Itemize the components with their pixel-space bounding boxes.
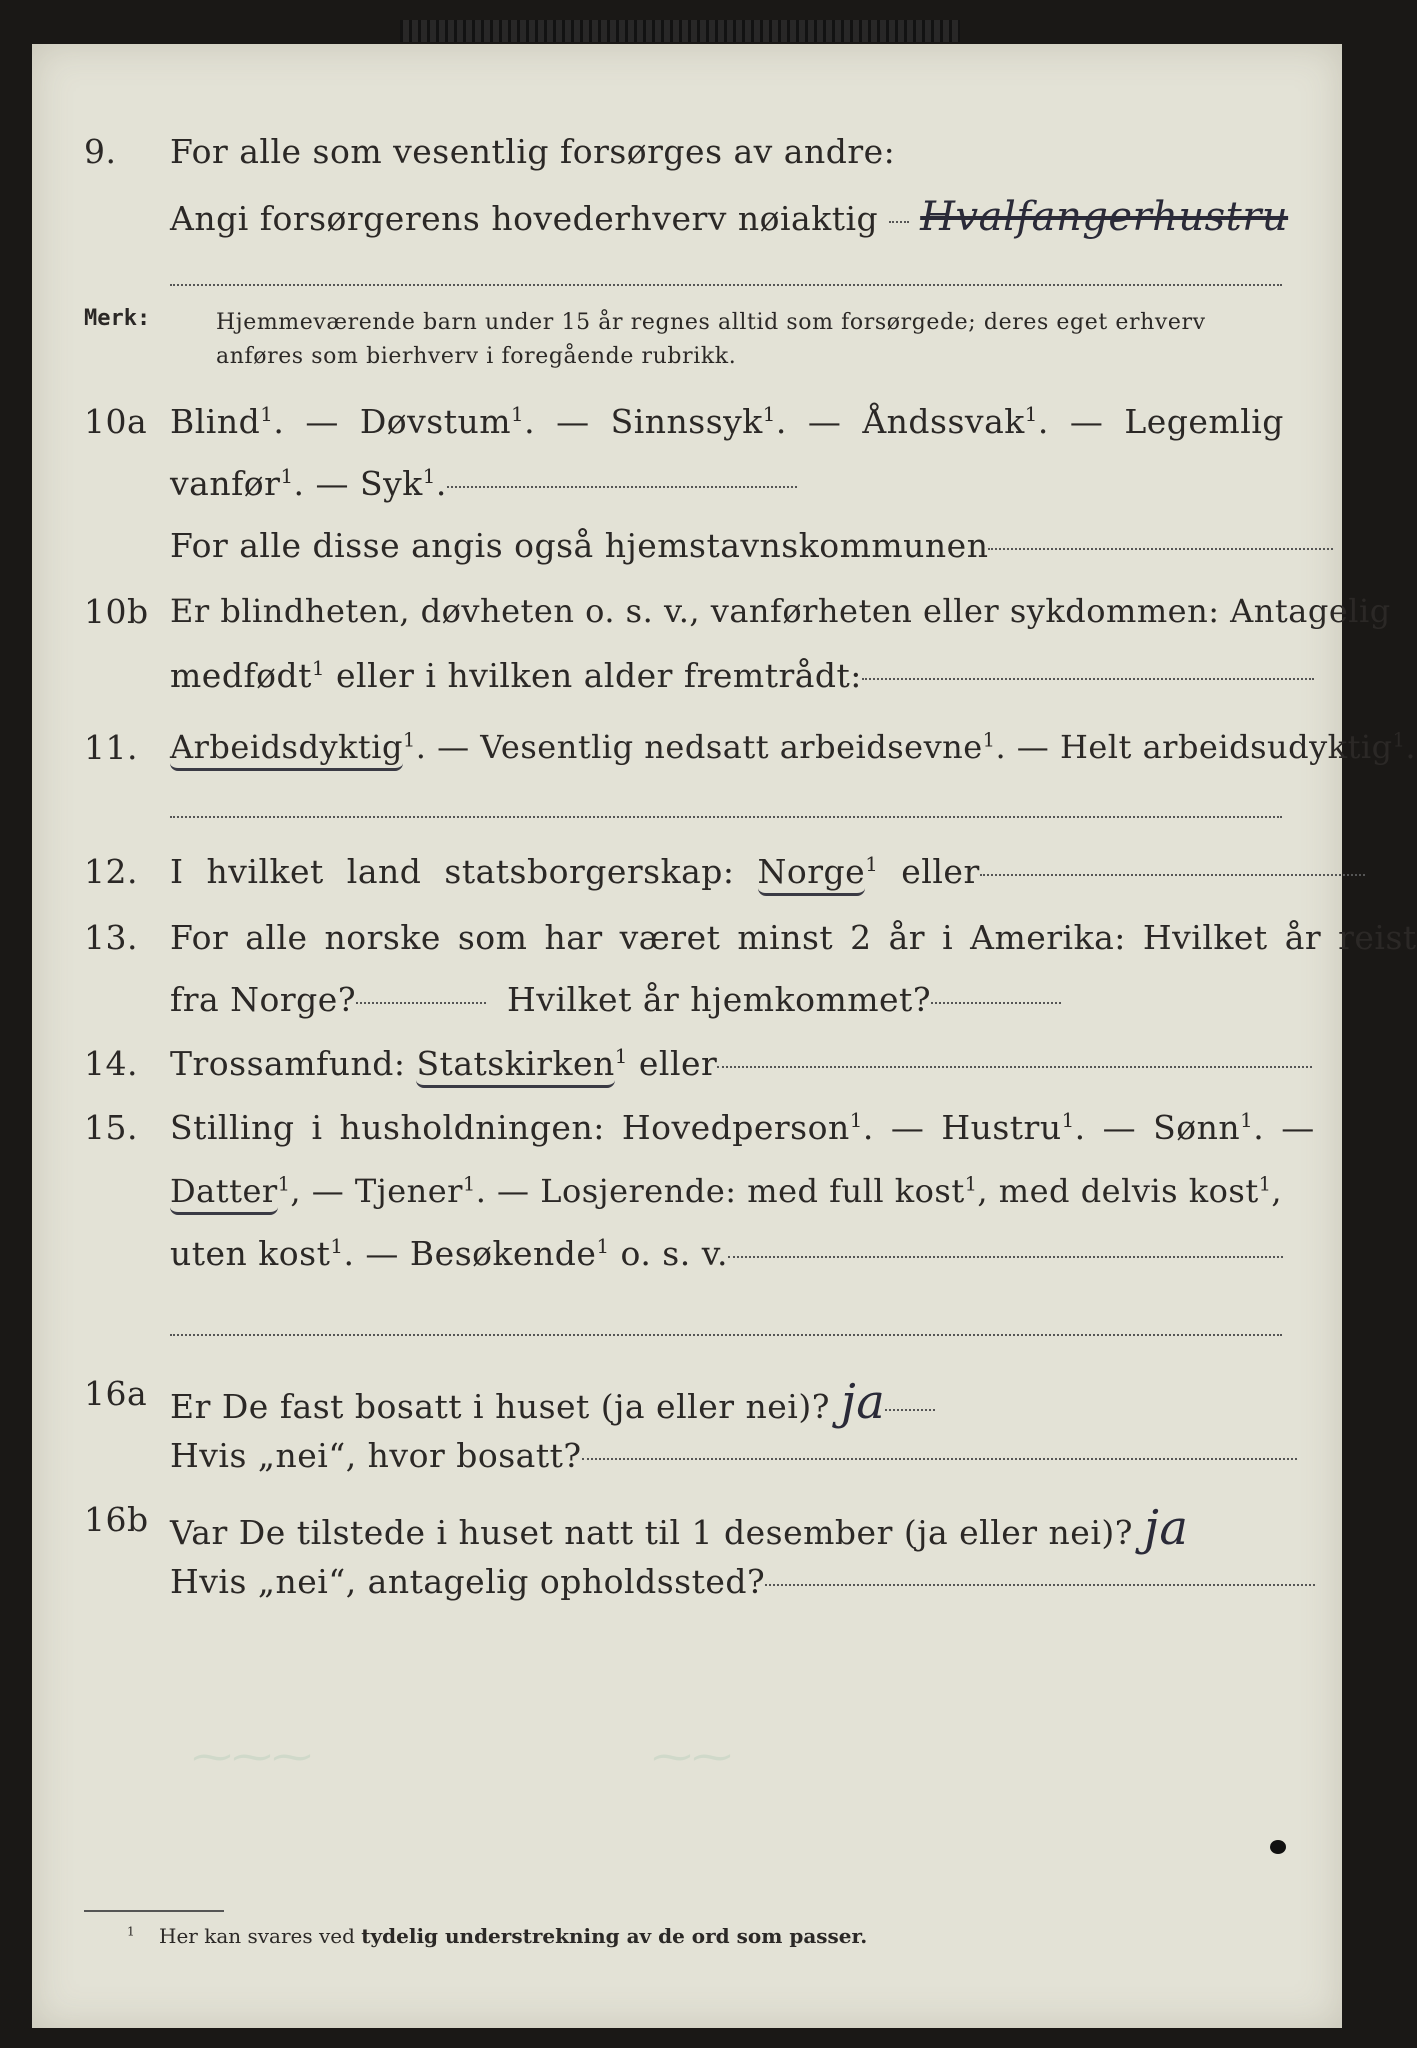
footnote-mark: 1 [127, 1924, 135, 1939]
opt-vanfor[interactable]: vanfør [170, 464, 281, 503]
q15-answer-line[interactable] [728, 1255, 1283, 1258]
opt-udyktig[interactable]: . — Helt arbeidsudyktig [995, 728, 1393, 766]
q9-answer-line [170, 284, 1282, 286]
merk-line1: Hjemmeværende barn under 15 år regnes alltid som forsørgede; deres eget erhverv [216, 310, 1206, 335]
opt-besokende[interactable]: . — Besøkende [343, 1234, 597, 1273]
q9-text1: For alle som vesentlig forsørges av andre: [170, 132, 896, 171]
bleed-through-mark: ⁓⁓ [652, 1734, 732, 1780]
census-form-page: 9. For alle som vesentlig forsørges av andre: Angi forsørgerens hovederhverv nøiaktig Hvalfangerhustru Merk: Hjemmeværende barn under 15 år regnes alltid som forsørgede; deres eget erhverv anføres som bierhverv i foregående rubrikk. 10a Blind$^1$. — Døvstum$^1$. — Sinnssyk$^1$. — Åndssvak$^1$. — Legemlig vanfør$^1$. — Syk$^1$. For alle disse angis også hjemstavnskommunen 10b Er blindheten, døvheten o. s. v., vanførheten eller sykdommen: Antagelig medfødt$^1$ eller i hvilken alder fremtrådt: 11. Arbeidsdyktig$^1$. — Vesentlig nedsatt arbeidsevne$^1$. — Helt arbeidsudyktig$^1$. 12. I hvilket land statsborgerskap: Norge$^1$ eller 13. For alle norske som har været minst 2 år i Amerika: Hvilket år reist fra Norge? Hvilket år hjemkommet? 14. Trossamfund: Statskirken$^1$ eller 15. Stilling i husholdningen: Hovedperson$^1$. — Hustru$^1$. — Sønn$^1$. — Datter$^1$, — Tjener$^1$. — Losjerende: med full kost$^1$, med delvis kost$^1$, uten kost$^1$. — Besøkende$^1$ o. s. v. 16a Er De fast bosatt i huset (ja eller nei)? ja Hvis „nei“, hvor bosatt? 16b Var De tilstede i huset natt til 1 desember (ja eller nei)? ja Hvis „nei“, antagelig opholdssted? ⁓⁓⁓ ⁓⁓ $^1$ Her kan svares ved tydelig understrekning av de ord som passer. [32, 44, 1342, 2028]
q16b-number: 16b [84, 1500, 149, 1539]
q9-number: 9. [84, 132, 117, 171]
merk-text [216, 306, 1206, 374]
ink-dot [1270, 1840, 1286, 1854]
q10a-hjemstavn-text: For alle disse angis også hjemstavnskommunen [170, 526, 989, 565]
q10a-syk-line[interactable] [447, 485, 797, 488]
q14-number: 14. [84, 1044, 138, 1083]
q14-answer-line[interactable] [717, 1065, 1312, 1068]
bleed-through-mark: ⁓⁓⁓ [192, 1734, 312, 1780]
q12-answer-line[interactable] [980, 873, 1365, 876]
q12-number: 12. [84, 852, 138, 891]
opt-blind[interactable]: Blind [170, 402, 261, 441]
q16a-bosatt-line[interactable] [582, 1457, 1297, 1460]
q16b-answer-handwritten[interactable]: ja [1143, 1500, 1189, 1556]
q16a-answer-handwritten[interactable]: ja [840, 1374, 886, 1430]
footnote [127, 1924, 867, 1948]
q13-reist-line[interactable] [356, 1001, 486, 1004]
q13-hjemkommet-line[interactable] [931, 1001, 1061, 1004]
scan-top-edge [400, 20, 960, 42]
q16b-opholdssted-line[interactable] [765, 1583, 1315, 1586]
opt-tjener[interactable]: , — Tjener [290, 1172, 463, 1210]
opt-uten-kost[interactable]: uten kost [170, 1234, 331, 1273]
opt-medfodt[interactable]: medfødt [170, 656, 312, 695]
opt-syk[interactable]: . — Syk [293, 464, 423, 503]
q15-number: 15. [84, 1108, 138, 1147]
q9-text2: Angi forsørgerens hovederhverv nøiaktig [170, 199, 879, 238]
opt-datter-selected[interactable]: Datter [170, 1172, 278, 1215]
opt-andssvak[interactable]: . — Åndssvak [775, 402, 1025, 441]
footnote-text-a: Her kan svares ved [159, 1924, 362, 1948]
q10b-answer-line[interactable] [862, 677, 1314, 680]
opt-hustru[interactable]: . — Hustru [862, 1108, 1062, 1147]
opt-losjerende-delvis[interactable]: , med delvis kost [977, 1172, 1259, 1210]
footnote-text-b: tydelig understrekning av de ord som passer. [361, 1924, 868, 1948]
q13-text1: For alle norske som har været minst 2 år i Amerika: Hvilket år reist [170, 918, 1417, 957]
q10a-number: 10a [84, 402, 148, 441]
opt-sonn[interactable]: . — Sønn [1074, 1108, 1241, 1147]
opt-sinnssyk[interactable]: . — Sinnssyk [524, 402, 763, 441]
q9-answer-handwritten[interactable]: Hvalfangerhustru [920, 194, 1289, 240]
q11-number: 11. [84, 728, 138, 767]
opt-nedsatt[interactable]: . — Vesentlig nedsatt arbeidsevne [415, 728, 983, 766]
footnote-rule [84, 1910, 224, 1912]
q11-answer-line [170, 816, 1282, 818]
opt-arbeidsdyktig-selected[interactable]: Arbeidsdyktig [170, 728, 403, 771]
opt-hovedperson[interactable]: Stilling i husholdningen: Hovedperson [170, 1108, 850, 1147]
q16a-number: 16a [84, 1374, 148, 1413]
opt-losjerende-full[interactable]: . — Losjerende: med full kost [475, 1172, 965, 1210]
q10b-text1: Er blindheten, døvheten o. s. v., vanførheten eller sykdommen: Antagelig [170, 592, 1391, 630]
merk-line2: anføres som bierhverv i foregående rubrikk. [216, 344, 737, 369]
q13-number: 13. [84, 918, 138, 957]
merk-label: Merk: [84, 306, 151, 331]
q15-extra-line [170, 1334, 1282, 1336]
q10a-hjemstavn-line[interactable] [988, 547, 1333, 550]
opt-legemlig[interactable]: . — Legemlig [1037, 402, 1284, 441]
opt-statskirken-selected[interactable]: Statskirken [416, 1044, 614, 1088]
opt-dovstum[interactable]: . — Døvstum [273, 402, 512, 441]
opt-norge-selected[interactable]: Norge [758, 852, 866, 896]
q10b-number: 10b [84, 592, 149, 631]
